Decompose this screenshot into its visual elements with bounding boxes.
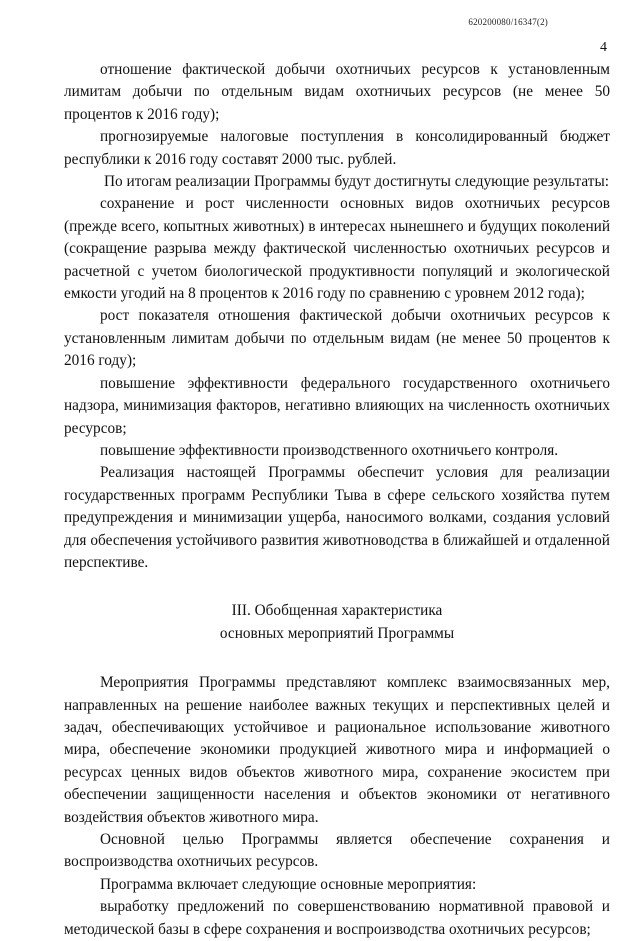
paragraph: По итогам реализации Программы будут достигнуты следующие результаты: <box>104 173 609 191</box>
paragraph: рост показателя отношения фактической добычи охотничьих ресурсов к установленным лимитам добычи по отдельным видам (не менее 50 процентов к 2016 году); <box>64 307 610 370</box>
paragraph: повышение эффективности производственного охотничьего контроля. <box>100 441 559 459</box>
section-heading-line: III. Обобщенная характеристика <box>231 602 443 620</box>
paragraph: сохранение и рост численности основных видов охотничьих ресурсов (прежде всего, копытных животных) в интересах нынешнего и будущих поколений (сокращение разрыва между фактической численностью охотничьих ресурсов и расчетной с учетом биологической продуктивности популяций и экологической емкости угодий на 8 процентов к 2016 году по сравнению с уровнем 2012 года); <box>64 195 610 303</box>
document-code: 620200080/16347(2) <box>468 17 548 27</box>
paragraph: выработку предложений по совершенствованию нормативной правовой и методической базы в сфере сохранения и воспроизводства охотничьих ресурсов; <box>64 898 610 938</box>
page-number: 4 <box>600 40 607 55</box>
document-body <box>64 59 610 941</box>
paragraph: Реализация настоящей Программы обеспечит условия для реализации государственных программ Республики Тыва в сфере сельского хозяйства путем предупреждения и минимизации ущерба, наносимого волками, создания условий для обеспечения устойчивого развития животноводства в ближайшей и отдаленной перспективе. <box>64 464 610 571</box>
paragraph: прогнозируемые налоговые поступления в консолидированный бюджет республики к 2016 году составят 2000 тыс. рублей. <box>64 128 610 168</box>
paragraph: Мероприятия Программы представляют комплекс взаимосвязанных мер, направленных на решение наиболее важных текущих и перспективных целей и задач, обеспечивающих устойчивое и рациональное использование животного мира, обеспечение экономики продукцией животного мира и информацией о ресурсах ценных видов объектов животного мира, сохранение экосистем при обеспечении защищенности населения и объектов экономики от негативного воздействия объектов животного мира. <box>64 674 610 826</box>
paragraph: Основной целью Программы является обеспечение сохранения и воспроизводства охотничьих ресурсов. <box>64 831 610 871</box>
paragraph: повышение эффективности федерального государственного охотничьего надзора, минимизация факторов, негативно влияющих на численность охотничьих ресурсов; <box>64 374 610 437</box>
paragraph: Программа включает следующие основные мероприятия: <box>100 875 477 893</box>
section-heading-line: основных мероприятий Программы <box>219 624 455 642</box>
section-heading <box>64 600 610 645</box>
paragraph: отношение фактической добычи охотничьих ресурсов к установленным лимитам добычи по отдельным видам охотничьих ресурсов (не менее 50 процентов к 2016 году); <box>64 61 610 123</box>
